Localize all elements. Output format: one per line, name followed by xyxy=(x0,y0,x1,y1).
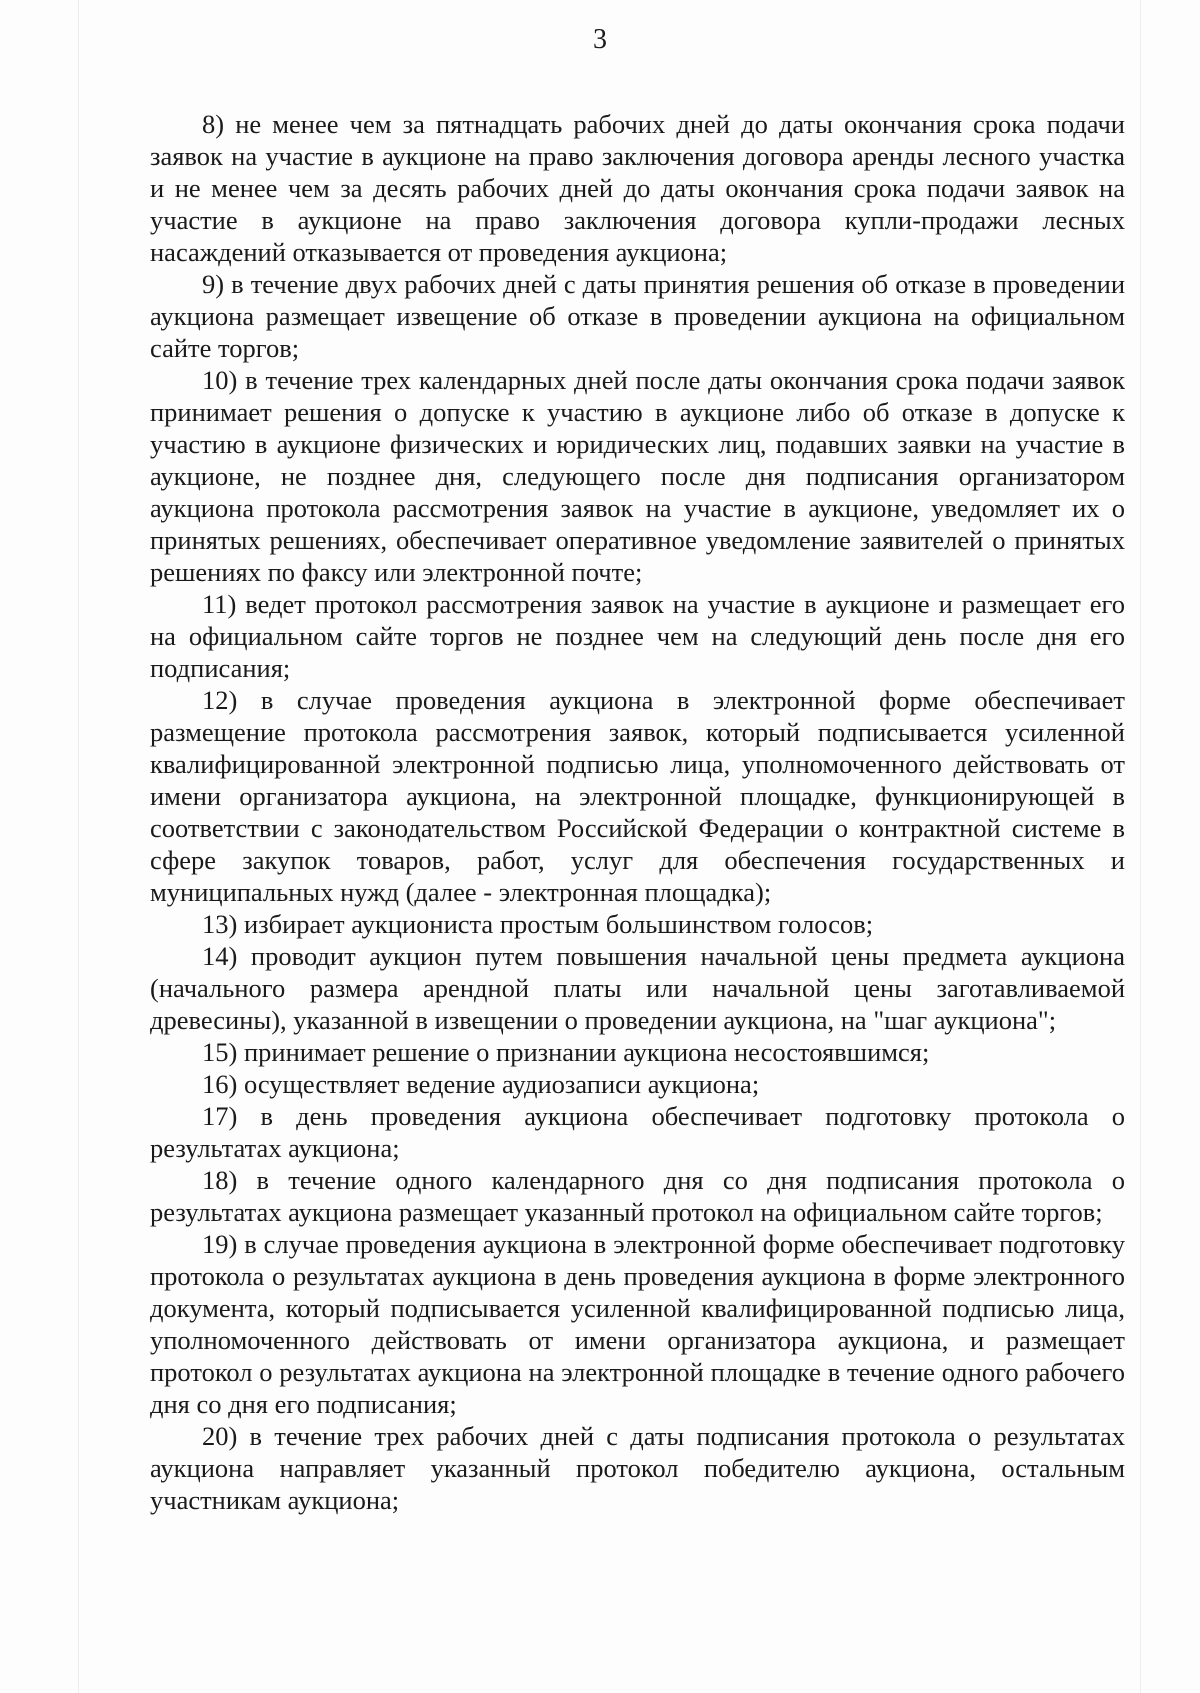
paragraph-item-15: 15) принимает решение о признании аукциона несостоявшимся; xyxy=(202,1037,930,1067)
scan-artifact-line xyxy=(1140,0,1141,1693)
paragraph-item-11: 11) ведет протокол рассмотрения заявок на участие в аукционе и размещает его на официальном сайте торгов не позднее чем на следующий день после дня его подписания; xyxy=(150,589,1125,683)
paragraph-item-12: 12) в случае проведения аукциона в электронной форме обеспечивает размещение протокола рассмотрения заявок, который подписывается усиленной квалифицированной электронной подписью лица, уполномоченного действовать от имени организатора аукциона, на электронной площадке, функционирующей в соответствии с законодательством Российской Федерации о контрактной системе в сфере закупок товаров, работ, услуг для обеспечения государственных и муниципальных нужд (далее - электронная площадка); xyxy=(150,685,1125,907)
scan-artifact-line xyxy=(78,0,79,1693)
paragraph-item-18: 18) в течение одного календарного дня со дня подписания протокола о результатах аукциона размещает указанный протокол на официальном сайте торгов; xyxy=(150,1165,1125,1227)
paragraph-item-9: 9) в течение двух рабочих дней с даты принятия решения об отказе в проведении аукциона размещает извещение об отказе в проведении аукциона на официальном сайте торгов; xyxy=(150,269,1125,363)
document-body xyxy=(150,108,1125,1516)
paragraph-item-14: 14) проводит аукцион путем повышения начальной цены предмета аукциона (начального размера арендной платы или начальной цены заготавливаемой древесины), указанной в извещении о проведении аукциона, на "шаг аукциона"; xyxy=(150,941,1125,1035)
paragraph-item-20: 20) в течение трех рабочих дней с даты подписания протокола о результатах аукциона направляет указанный протокол победителю аукциона, остальным участникам аукциона; xyxy=(150,1421,1125,1515)
paragraph-item-13: 13) избирает аукциониста простым большинством голосов; xyxy=(202,909,874,939)
paragraph-item-16: 16) осуществляет ведение аудиозаписи аукциона; xyxy=(202,1069,760,1099)
paragraph-item-8: 8) не менее чем за пятнадцать рабочих дней до даты окончания срока подачи заявок на участие в аукционе на право заключения договора аренды лесного участка и не менее чем за десять рабочих дней до даты окончания срока подачи заявок на участие в аукционе на право заключения договора купли-продажи лесных насаждений отказывается от проведения аукциона; xyxy=(150,109,1125,267)
paragraph-item-19: 19) в случае проведения аукциона в электронной форме обеспечивает подготовку протокола о результатах аукциона в день проведения аукциона в форме электронного документа, который подписывается усиленной квалифицированной подписью лица, уполномоченного действовать от имени организатора аукциона, и размещает протокол о результатах аукциона на электронной площадке в течение одного рабочего дня со дня его подписания; xyxy=(150,1229,1125,1419)
paragraph-item-10: 10) в течение трех календарных дней после даты окончания срока подачи заявок принимает решения о допуске к участию в аукционе либо об отказе в допуске к участию в аукционе физических и юридических лиц, подавших заявки на участие в аукционе, не позднее дня, следующего после дня подписания организатором аукциона протокола рассмотрения заявок на участие в аукционе, уведомляет их о принятых решениях, обеспечивает оперативное уведомление заявителей о принятых решениях по факсу или электронной почте; xyxy=(150,365,1125,587)
page-number: 3 xyxy=(593,24,607,55)
paragraph-item-17: 17) в день проведения аукциона обеспечивает подготовку протокола о результатах аукциона; xyxy=(150,1101,1125,1163)
